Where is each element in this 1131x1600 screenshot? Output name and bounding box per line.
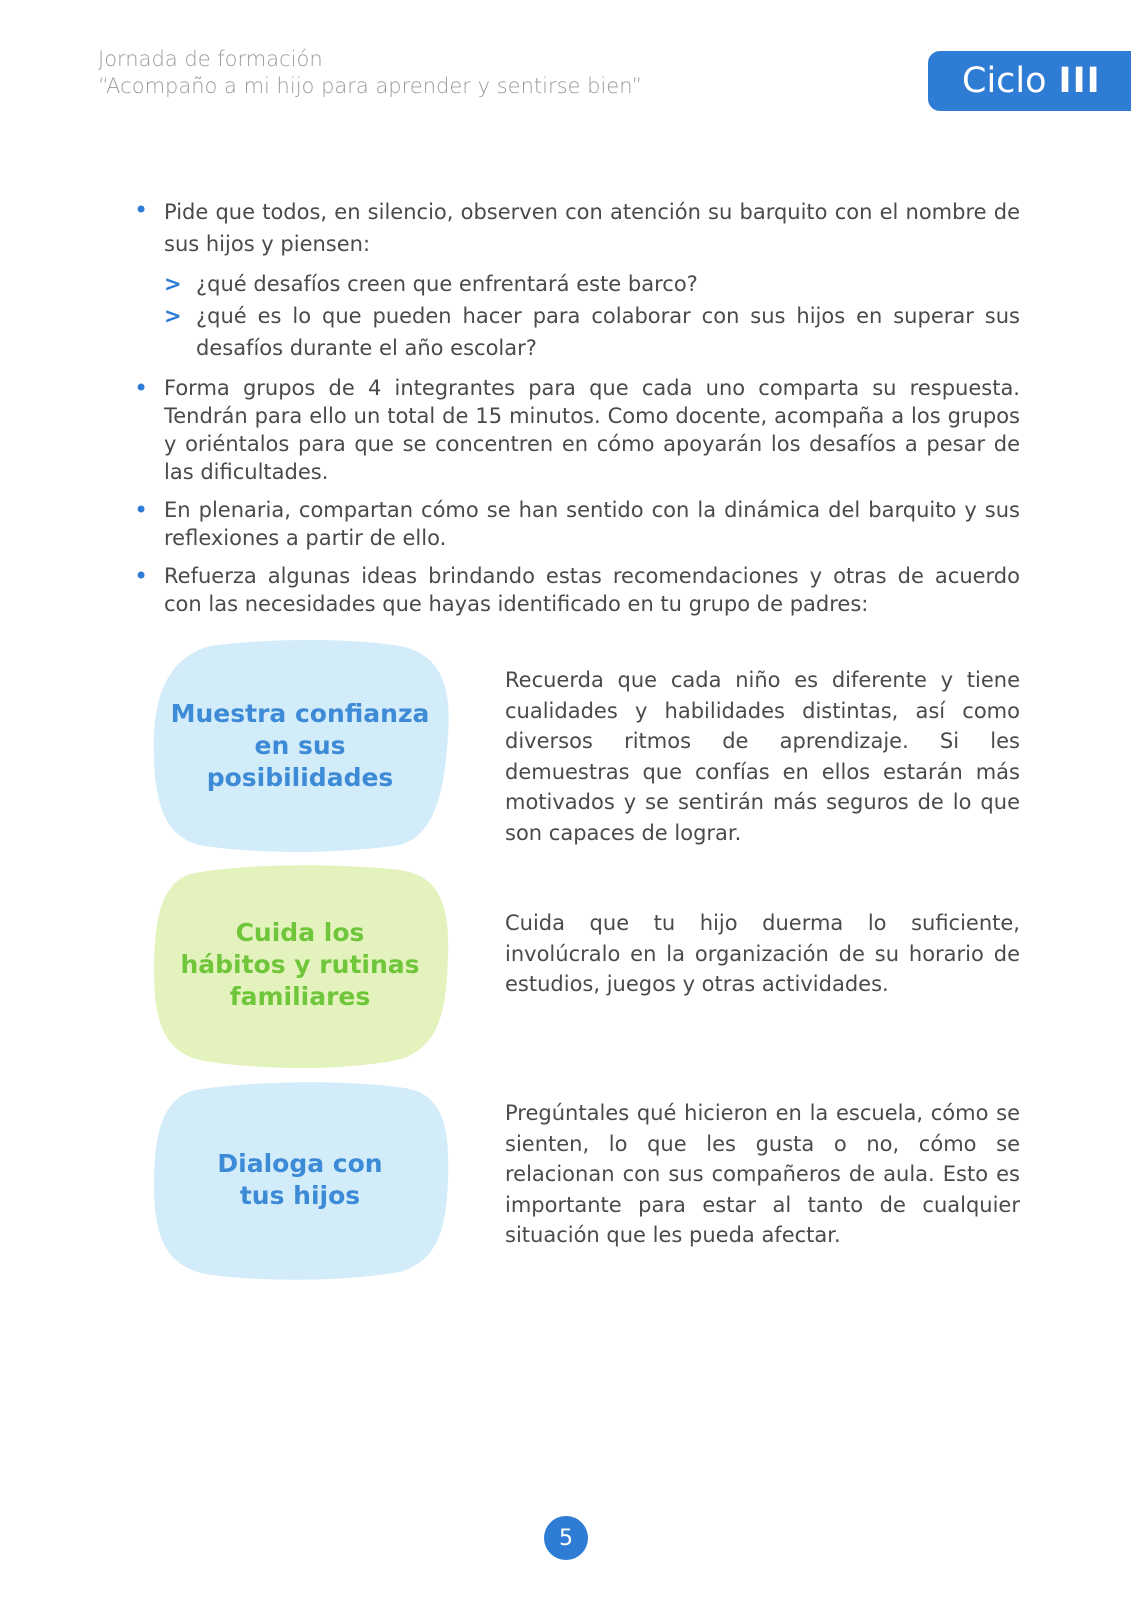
recommendation-text: Cuida que tu hijo duerma lo suficiente, involúcralo en la organización de su horario de estudios, juegos y otras actividades. (505, 911, 1020, 996)
ciclo-number: III (1058, 61, 1101, 101)
recommendation-text: Recuerda que cada niño es diferente y tiene cualidades y habilidades distintas, así como diversos ritmos de aprendizaje. Si les demuestras que confías en ellos estarán más motivados y se sentirán más seguros de lo que son capaces de lograr. (505, 668, 1020, 845)
card-title-line: Cuida los (235, 918, 365, 947)
recommendation-text: Pregúntales qué hicieron en la escuela, cómo se sienten, lo que les gusta o no, cómo se relacionan con sus compañeros de aula. Esto es importante para estar al tanto de cualquier situación que les pueda afectar. (505, 1101, 1020, 1247)
bullet-dot-icon: • (134, 374, 149, 402)
bullet-text: Forma grupos de 4 integrantes para que cada uno comparta su respuesta. Tendrán para ello un total de 15 minutos. Como docente, acompaña a los grupos y oriéntalos para que se concentren en cómo apoyarán los desafíos a pesar de las dificultades. (164, 376, 1020, 484)
sub-list (164, 268, 1020, 364)
card-title-line: en sus (254, 731, 346, 760)
bullet-item (128, 496, 1020, 552)
card-title-line: Dialoga con (217, 1149, 383, 1178)
bullet-dot-icon: • (134, 562, 149, 590)
arrow-icon: > (164, 304, 182, 328)
bullet-text: Refuerza algunas ideas brindando estas recomendaciones y otras de acuerdo con las necesidades que hayas identificado en tu grupo de padres: (164, 564, 1020, 616)
card-title-line: familiares (229, 982, 371, 1011)
card-title-line: tus hijos (239, 1181, 361, 1210)
bullet-text: En plenaria, compartan cómo se han sentido con la dinámica del barquito y sus reflexiones a partir de ello. (164, 498, 1020, 550)
card-title-line: hábitos y rutinas (180, 950, 420, 979)
recommendation-card-confianza (150, 640, 450, 852)
card-title-line: Muestra confianza (170, 699, 430, 728)
bullet-item (128, 374, 1020, 486)
card-title (150, 1080, 450, 1280)
instructions-list (128, 196, 1020, 628)
bullet-dot-icon: • (134, 196, 149, 224)
sub-item-text: ¿qué desafíos creen que enfrentará este barco? (196, 272, 698, 296)
sub-item (164, 268, 1020, 300)
card-title (150, 640, 450, 852)
card-title (150, 862, 450, 1068)
page-number: 5 (544, 1516, 588, 1560)
recommendation-card-dialoga (150, 1080, 450, 1280)
ciclo-word: Ciclo (962, 61, 1047, 101)
bullet-item (128, 562, 1020, 618)
document-header (98, 46, 642, 100)
recommendation-card-habitos (150, 862, 450, 1068)
bullet-text: Pide que todos, en silencio, observen con atención su barquito con el nombre de sus hijos y piensen: (164, 200, 1020, 256)
header-subtitle: “Acompaño a mi hijo para aprender y sentirse bien” (98, 74, 643, 98)
bullet-dot-icon: • (134, 496, 149, 524)
sub-item (164, 300, 1020, 364)
arrow-icon: > (164, 272, 182, 296)
bullet-item (128, 196, 1020, 364)
ciclo-badge (928, 51, 1131, 111)
sub-item-text: ¿qué es lo que pueden hacer para colaborar con sus hijos en superar sus desafíos durante el año escolar? (196, 304, 1020, 360)
header-title: Jornada de formación (98, 47, 323, 71)
card-title-line: posibilidades (206, 763, 394, 792)
